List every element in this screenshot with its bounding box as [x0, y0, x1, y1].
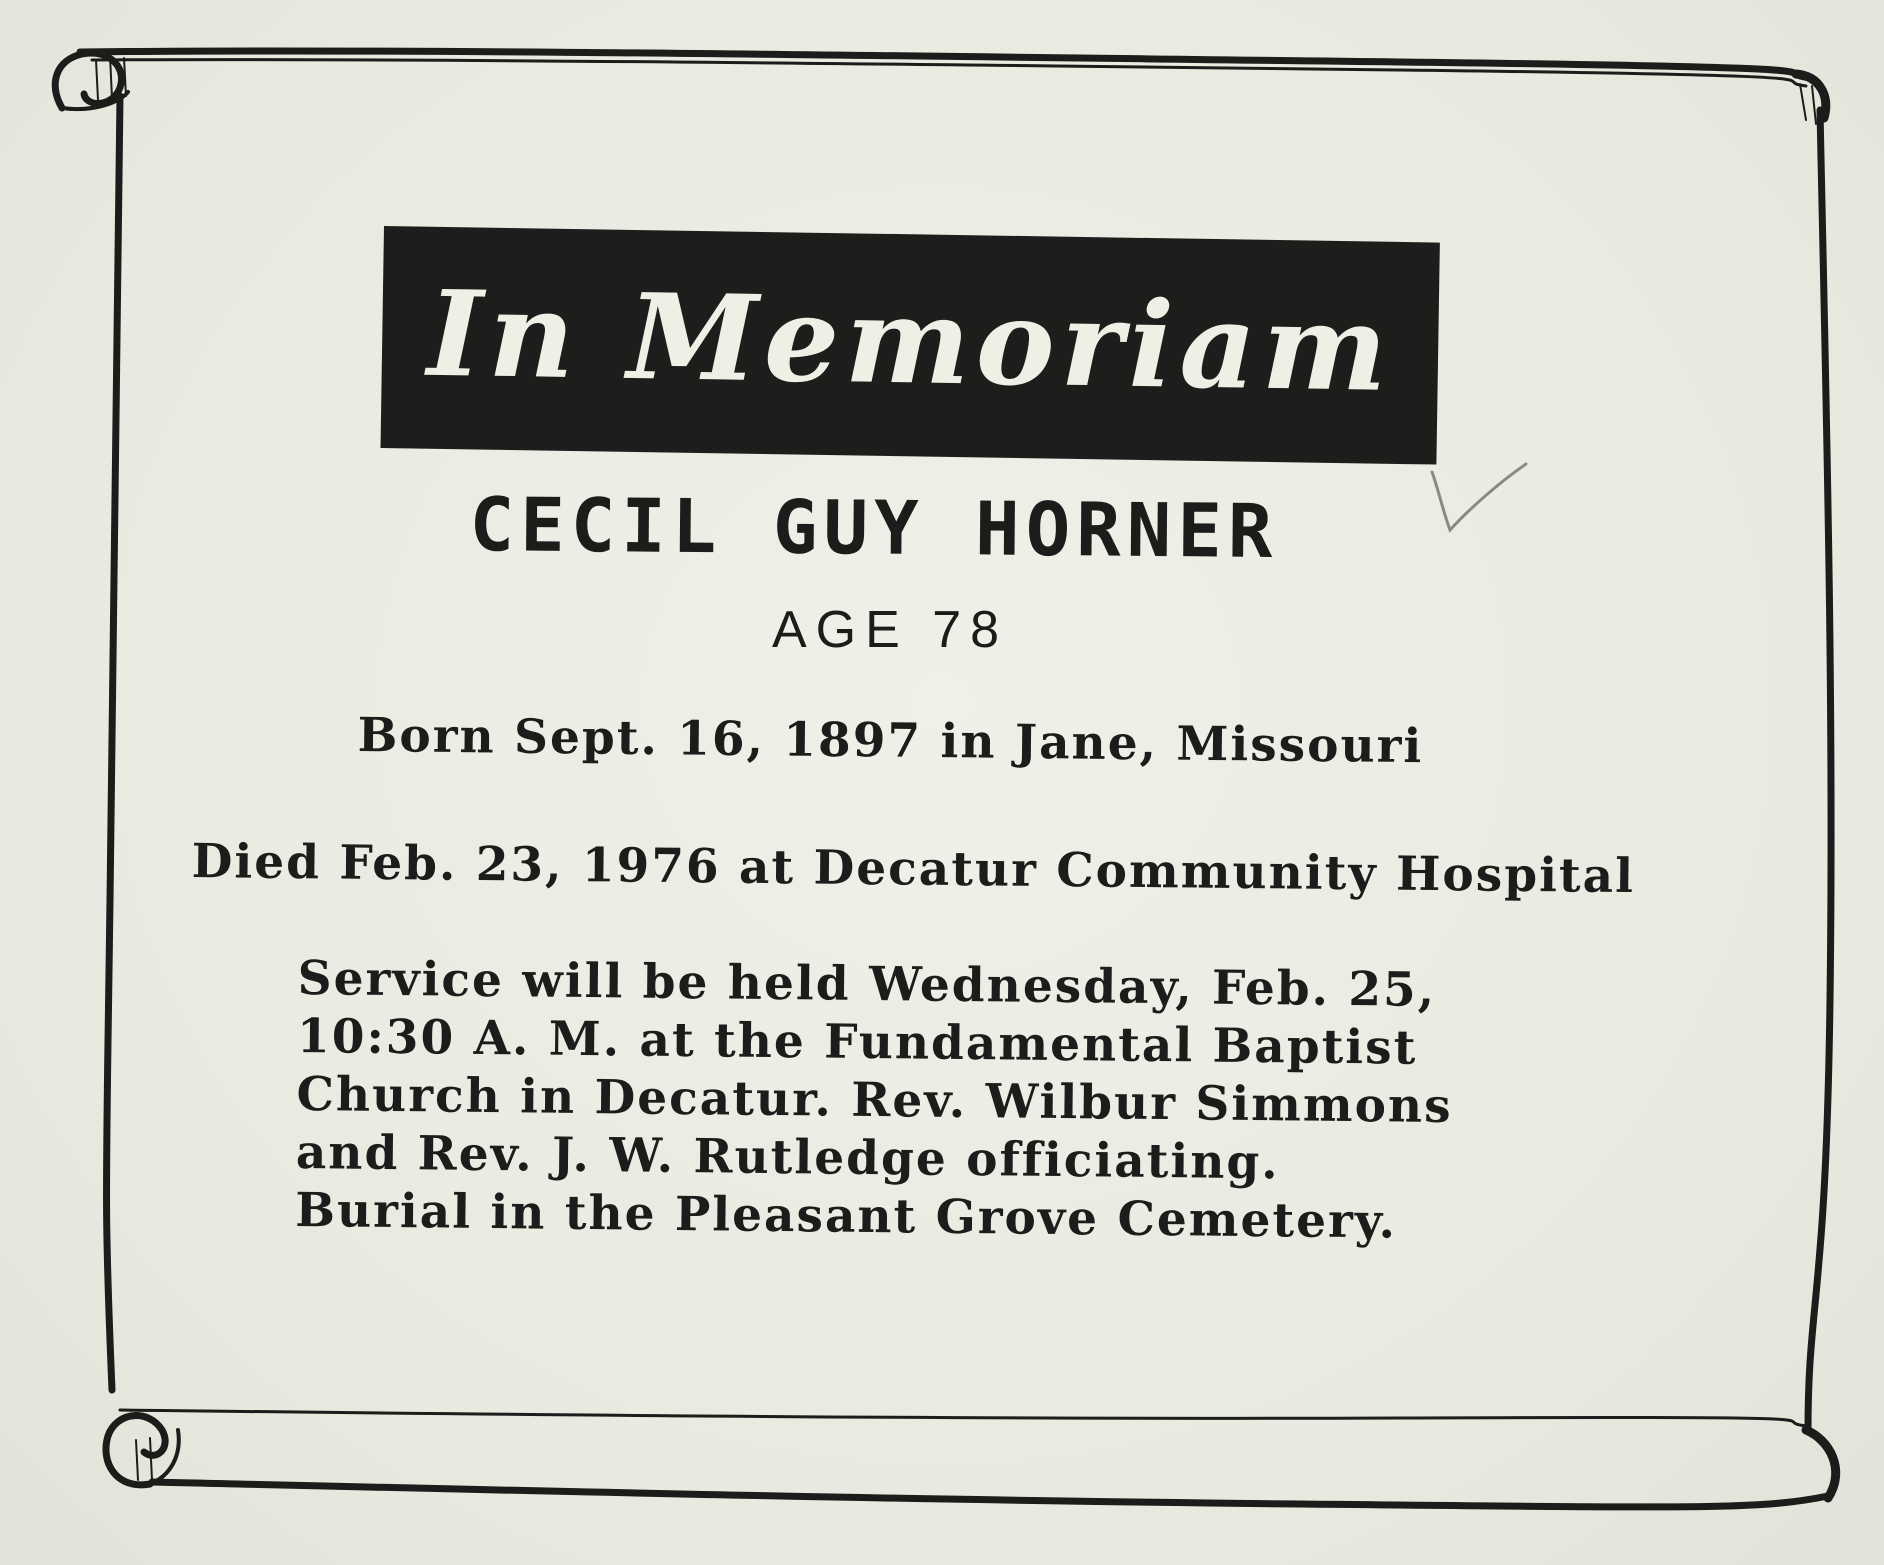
pencil-checkmark-icon	[1420, 452, 1540, 542]
age-line: AGE 78	[772, 601, 1009, 659]
in-memoriam-banner	[381, 226, 1440, 465]
service-paragraph	[295, 950, 1454, 1252]
born-line: Born Sept. 16, 1897 in Jane, Missouri	[357, 708, 1424, 775]
service-line: Burial in the Pleasant Grove Cemetery.	[294, 1182, 1398, 1250]
deceased-name: CECIL GUY HORNER	[469, 482, 1279, 576]
service-line: Service will be held Wednesday, Feb. 25,	[297, 950, 1437, 1018]
service-line: and Rev. J. W. Rutledge officiating.	[295, 1124, 1280, 1191]
banner-title: In Memoriam	[426, 263, 1395, 418]
died-line: Died Feb. 23, 1976 at Decatur Community Hospital	[191, 834, 1636, 905]
service-line: Church in Decatur. Rev. Wilbur Simmons	[296, 1066, 1453, 1135]
service-line: 10:30 A. M. at the Fundamental Baptist	[296, 1008, 1418, 1076]
